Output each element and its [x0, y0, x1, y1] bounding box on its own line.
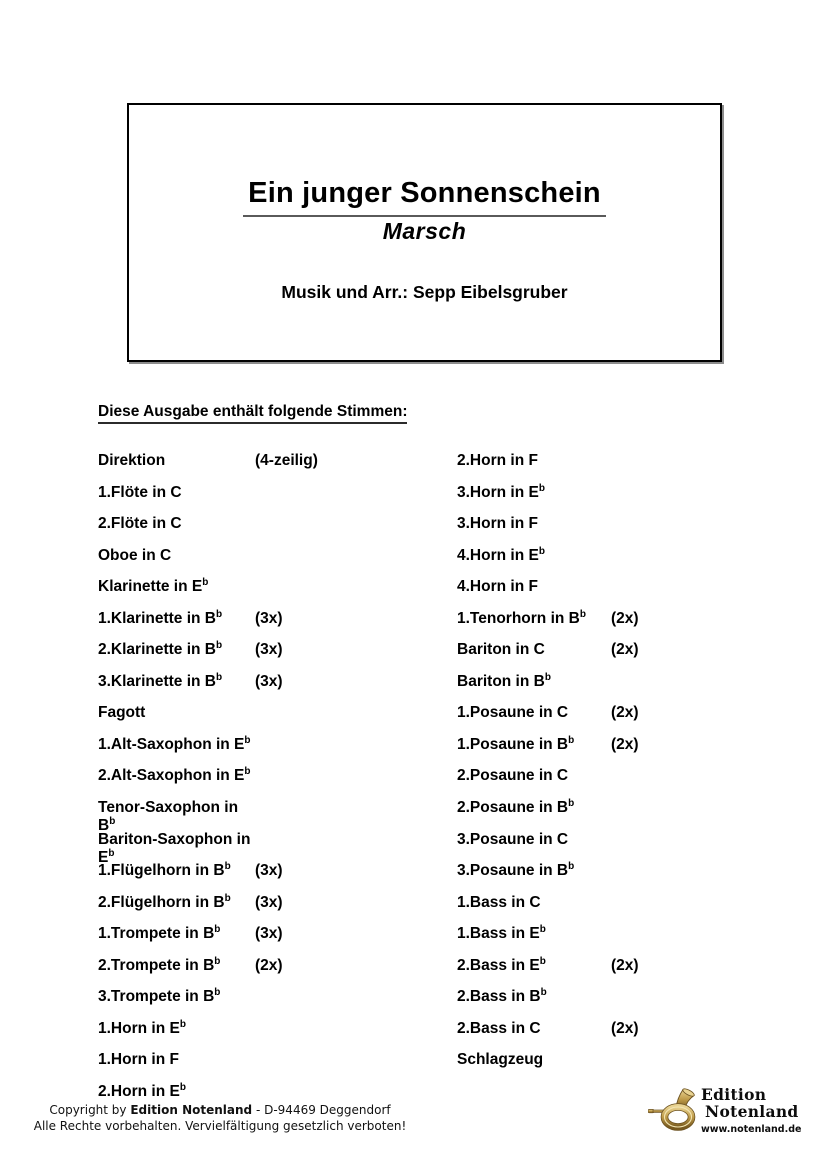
part-row: [98, 578, 438, 610]
part-row: [457, 704, 797, 736]
part-name: Tenor-Saxophon in $B^b$: [98, 799, 239, 835]
part-note: (3x): [255, 609, 283, 627]
publisher-name: Edition Notenland: [130, 1103, 253, 1117]
part-name: Fagott: [98, 704, 146, 722]
footer: [5, 1103, 435, 1134]
part-name: 3.Horn in $E^b$: [457, 482, 545, 501]
part-name: 2.Flöte in C: [98, 515, 182, 533]
part-row: [457, 515, 797, 547]
part-row: [457, 610, 797, 642]
part-name: 1.Horn in $E^b$: [98, 1018, 186, 1037]
flat-superscript: b: [244, 734, 251, 746]
part-name: 2.Bass in $B^b$: [457, 987, 547, 1006]
flat-superscript: b: [540, 987, 547, 999]
part-name: 1.Trompete in $B^b$: [98, 924, 221, 943]
part-note: (2x): [255, 956, 283, 974]
flat-superscript: b: [568, 734, 575, 746]
flat-superscript: b: [224, 892, 231, 904]
part-name: 4.Horn in $E^b$: [457, 545, 545, 564]
logo-notenland-text: Notenland: [705, 1102, 799, 1121]
work-title-text: Ein junger Sonnenschein: [243, 177, 606, 217]
part-note: (2x): [611, 735, 639, 753]
part-name: 1.Klarinette in $B^b$: [98, 608, 223, 627]
part-row: [98, 1020, 438, 1052]
parts-column-left: [98, 452, 438, 1114]
part-note: (3x): [255, 893, 283, 911]
part-row: [98, 547, 438, 579]
parts-column-right: [457, 452, 797, 1083]
part-row: [98, 673, 438, 705]
part-row: [98, 641, 438, 673]
part-name: 1.Alt-Saxophon in $E^b$: [98, 734, 251, 753]
part-name: 2.Posaune in C: [457, 767, 569, 785]
footer-copyright-line: [5, 1103, 435, 1119]
part-note: (2x): [611, 641, 639, 659]
flat-superscript: b: [214, 924, 221, 936]
part-row: [98, 799, 438, 835]
part-row: [457, 925, 797, 957]
copyright-prefix: Copyright by: [49, 1103, 127, 1117]
part-name: 1.Tenorhorn in $B^b$: [457, 608, 586, 627]
publisher-logo: [648, 1086, 823, 1146]
flat-superscript: b: [568, 797, 575, 809]
part-row: [457, 957, 797, 989]
part-row: [98, 704, 438, 736]
part-name: Oboe in C: [98, 546, 172, 564]
part-note: (2x): [611, 704, 639, 722]
part-row: [98, 484, 438, 516]
part-name: 2.Horn in F: [457, 452, 538, 469]
part-name: 1.Bass in C: [457, 893, 541, 911]
flat-superscript: b: [179, 1081, 186, 1093]
part-name: 2.Flügelhorn in $B^b$: [98, 892, 231, 911]
part-row: [98, 515, 438, 547]
part-row: [457, 831, 797, 863]
part-name: 1.Flöte in C: [98, 483, 182, 501]
part-name: 3.Posaune in C: [457, 830, 569, 848]
part-note: (3x): [255, 672, 283, 690]
part-name: 2.Bass in C: [457, 1019, 541, 1037]
part-name: 3.Klarinette in $B^b$: [98, 671, 223, 690]
part-row: [457, 452, 797, 484]
flat-superscript: b: [224, 860, 231, 872]
part-row: [457, 1020, 797, 1052]
part-name: Direktion: [98, 452, 166, 469]
work-title: [129, 177, 720, 217]
part-name: 1.Posaune in $B^b$: [457, 734, 575, 753]
parts-heading: Diese Ausgabe enthält folgende Stimmen:: [98, 403, 407, 424]
part-note: (2x): [611, 609, 639, 627]
part-name: 2.Klarinette in $B^b$: [98, 640, 223, 659]
part-row: [457, 547, 797, 579]
flat-superscript: b: [244, 766, 251, 778]
part-row: [457, 862, 797, 894]
part-row: [98, 767, 438, 799]
part-row: [98, 862, 438, 894]
part-row: [457, 988, 797, 1020]
copyright-suffix: - D-94469 Deggendorf: [255, 1103, 391, 1117]
part-note: (2x): [611, 956, 639, 974]
title-box: [127, 103, 722, 362]
part-row: [457, 894, 797, 926]
logo-url: www.notenland.de: [701, 1124, 802, 1135]
flat-superscript: b: [538, 482, 545, 494]
flat-superscript: b: [538, 545, 545, 557]
flat-superscript: b: [179, 1018, 186, 1030]
part-name: 3.Horn in F: [457, 515, 538, 533]
part-row: [457, 484, 797, 516]
part-name: 3.Posaune in $B^b$: [457, 860, 575, 880]
flat-superscript: b: [214, 955, 221, 967]
arranger-credit: Musik und Arr.: Sepp Eibelsgruber: [281, 282, 568, 302]
flat-superscript: b: [568, 860, 575, 872]
part-name: 3.Trompete in $B^b$: [98, 987, 221, 1006]
part-row: [98, 925, 438, 957]
part-name: Bariton in $B^b$: [457, 671, 551, 690]
part-name: Klarinette in $E^b$: [98, 577, 209, 596]
part-row: [457, 1051, 797, 1083]
part-row: [457, 578, 797, 610]
part-name: 2.Posaune in $B^b$: [457, 797, 575, 817]
part-name: Bariton in C: [457, 641, 545, 659]
flat-superscript: b: [539, 955, 546, 967]
part-name: 1.Horn in F: [98, 1051, 179, 1069]
part-row: [98, 988, 438, 1020]
part-name: 1.Flügelhorn in $B^b$: [98, 860, 231, 880]
flat-superscript: b: [216, 640, 223, 652]
part-note: (3x): [255, 641, 283, 659]
flat-superscript: b: [216, 608, 223, 620]
flat-superscript: b: [544, 671, 551, 683]
part-row: [457, 736, 797, 768]
part-name: 1.Posaune in C: [457, 704, 569, 722]
part-name: 2.Horn in $E^b$: [98, 1081, 186, 1100]
part-row: [98, 736, 438, 768]
flat-superscript: b: [579, 608, 586, 620]
part-name: 1.Bass in $E^b$: [457, 924, 546, 943]
part-row: [457, 799, 797, 831]
part-row: [98, 894, 438, 926]
part-row: [457, 767, 797, 799]
flat-superscript: b: [539, 924, 546, 936]
flat-superscript: b: [202, 577, 209, 589]
part-name: 4.Horn in F: [457, 578, 538, 596]
footer-rights-line: Alle Rechte vorbehalten. Vervielfältigung gesetzlich verboten!: [33, 1118, 407, 1133]
flat-superscript: b: [214, 987, 221, 999]
flat-superscript: b: [108, 847, 115, 859]
part-row: [98, 1051, 438, 1083]
part-note: (4-zeilig): [255, 452, 318, 469]
part-row: [98, 830, 438, 866]
work-subtitle: Marsch: [382, 218, 467, 244]
logo-edition-text: Edition: [701, 1085, 767, 1104]
part-note: (2x): [611, 1019, 639, 1037]
part-row: [98, 957, 438, 989]
part-name: 2.Bass in $E^b$: [457, 955, 546, 974]
part-note: (3x): [255, 925, 283, 943]
part-name: 2.Trompete in $B^b$: [98, 955, 221, 974]
part-row: [457, 641, 797, 673]
horn-icon: [648, 1088, 698, 1132]
flat-superscript: b: [216, 671, 223, 683]
part-row: [457, 673, 797, 705]
part-row: [98, 452, 438, 484]
part-name: 2.Alt-Saxophon in $E^b$: [98, 766, 251, 785]
part-row: [98, 610, 438, 642]
part-name: Bariton-Saxophon in $E^b$: [98, 830, 251, 866]
logo-text: [701, 1086, 801, 1135]
flat-superscript: b: [109, 815, 116, 827]
part-name: Schlagzeug: [457, 1051, 544, 1069]
part-note: (3x): [255, 862, 283, 880]
